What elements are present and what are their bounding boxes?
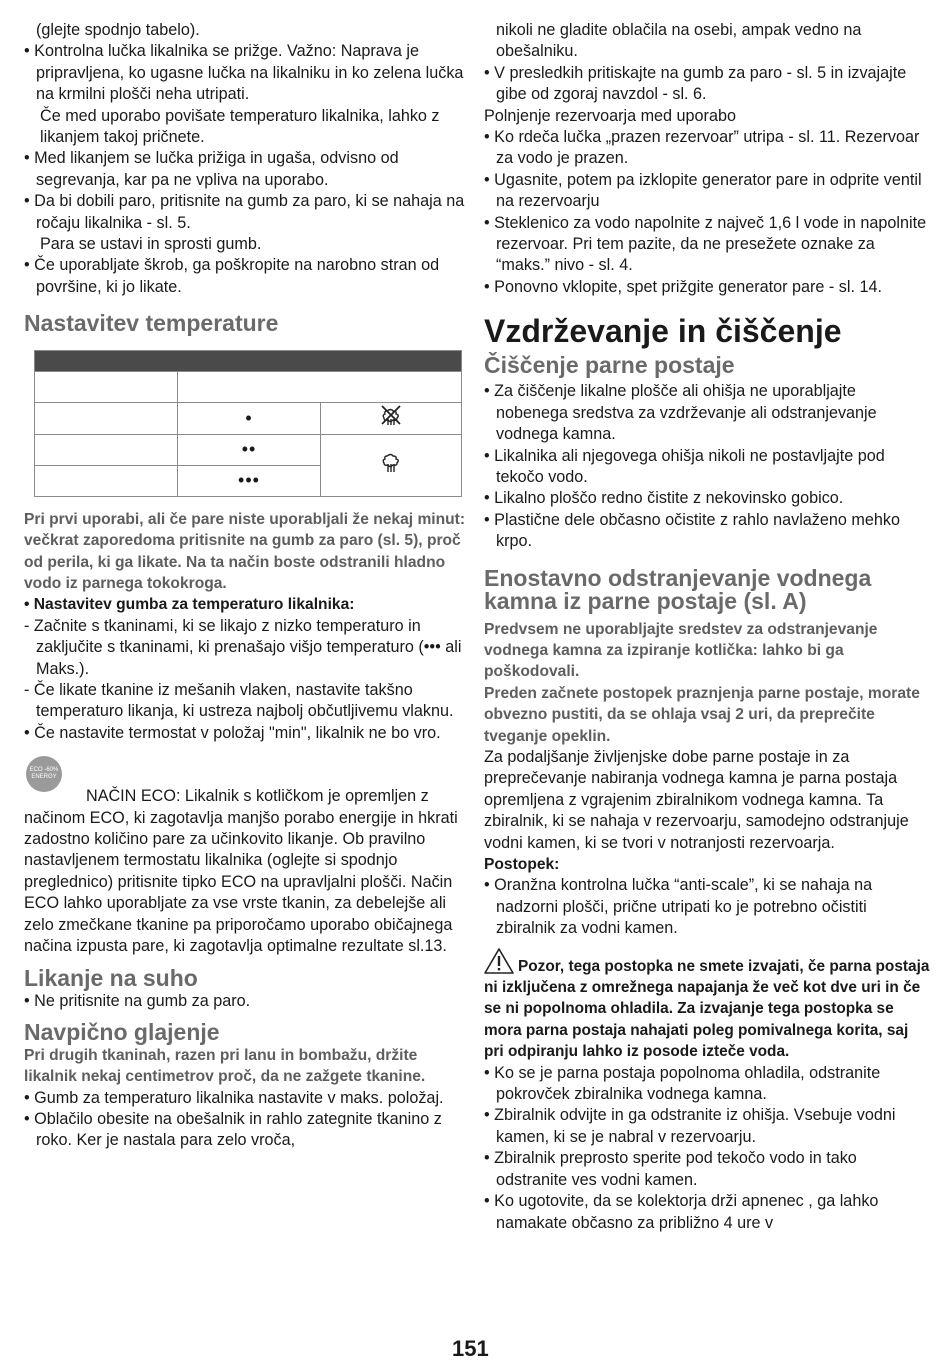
table-cell [35, 465, 178, 496]
bullet: • Zbiralnik preprosto sperite pod tekočo vodo in tako odstranite ves vodni kamen. [484, 1149, 857, 1189]
warning-icon [484, 948, 514, 974]
warning-text: Pozor, tega postopka ne smete izvajati, če parna postaja ni izključena z omrežnega napajanja že več kot dve uri in če se ni popolnoma ohladila. Za izvajanje tega postopka se mora parna postaja nahajati poleg pomivalnega korita, saj pri odpiranju lahko iz posode izteče voda. [484, 957, 930, 1061]
heading-vertical: Navpično glajenje [24, 1018, 220, 1045]
no-steam-icon [379, 403, 403, 427]
bullet: • Ko se je parna postaja popolnoma ohladila, odstranite pokrovček zbiralnika vodnega kamna. [484, 1063, 881, 1104]
heading-cleaning: Čiščenje parne postaje [484, 352, 735, 379]
bullet: • Oranžna kontrolna lučka “anti-scale”, ki se nahaja na nadzorni plošči, prične utripati ko je potrebno očistiti zbiralnik za vodni kamen. [484, 876, 873, 938]
bullet: • Plastične dele občasno očistite z rahlo navlaženo mehko krpo. [484, 510, 900, 551]
bold-note: Preden začnete postopek praznjenja parne postaje, morate obvezno pustiti, da se ohlaja vsaj 2 uri, da preprečite tveganje opeklin. [484, 684, 920, 745]
main-heading: Vzdrževanje in čiščenje [484, 313, 842, 350]
text: Za podaljšanje življenjske dobe parne postaje in za preprečevanje nabiranja vodnega kamna je parna postaja opremljena z vgrajenim zbiralnikom vodnega kamna. Ta zbiralnik, ki se nahaja v rezervoarju, samodejno odstranjuje vodni kamen, ki se tvori v notranjosti rezervoarja. [484, 747, 909, 852]
bullet: • Če nastavite termostat v položaj "min", likalnik ne bo vro. [24, 723, 441, 742]
temperature-table [34, 350, 462, 496]
bold-note: Pri drugih tkaninah, razen pri lanu in bombažu, držite likalnik nekaj centimetrov proč, da ne zažgete tkanine. [24, 1046, 426, 1086]
right-column [484, 20, 930, 1234]
heading-descaling: Enostavno odstranjevanje vodnega kamna iz parne postaje (sl. A) [484, 564, 872, 614]
dash-item: - Če likate tkanine iz mešanih vlaken, nastavite takšno temperaturo likanja, ki ustreza najbolj občutljivemu vlaknu. [24, 680, 454, 721]
heading-dry-ironing: Likanje na suho [24, 965, 198, 992]
bullet: • Steklenico za vodo napolnite z največ 1,6 l vode in napolnite rezervoar. Pri tem pazite, da ne presežete oznake za “maks.” nivo - sl. 4. [484, 213, 927, 275]
bold-note: Predvsem ne uporabljajte sredstev za odstranjevanje vodnega kamna za izpiranje kotlička: lahko bi ga poškodovali. [484, 620, 878, 681]
bold-note: Pri prvi uporabi, ali če pare niste uporabljali že nekaj minut: večkrat zaporedoma pritisnite na gumb za paro (sl. 5), proč od perila, ki ga likate. Na ta način boste odstranili hladno vodo iz parnega tokokroga. [24, 510, 466, 592]
eco-logo-icon: ECO -60% ENERGY [26, 756, 62, 792]
dots-three: ••• [178, 465, 321, 496]
bullet: • Ko rdeča lučka „prazen rezervoar” utripa - sl. 11. Rezervoar za vodo je prazen. [484, 128, 920, 168]
table-cell [321, 403, 462, 434]
bullet: • Zbiralnik odvijte in ga odstranite iz ohišja. Vsebuje vodni kamen, ki se je nabral v rezervoarju. [484, 1106, 896, 1146]
bullet: • Če uporabljate škrob, ga poškropite na narobno stran od površine, ki jo likate. [24, 256, 440, 296]
table-cell [35, 434, 178, 465]
bullet: • Ne pritisnite na gumb za paro. [24, 992, 251, 1011]
page-number: 151 [452, 1336, 489, 1361]
text: nikoli ne gladite oblačila na osebi, ampak vedno na obešalniku. [496, 21, 862, 61]
table-cell [35, 372, 178, 403]
subheading: • Nastavitev gumba za temperaturo likalnika: [24, 596, 355, 614]
bullet: • Oblačilo obesite na obešalnik in rahlo zategnite tkanino z roko. Ker je nastala para zelo vroča, [24, 1110, 442, 1150]
text: (glejte spodnjo tabelo). [36, 21, 200, 39]
subheading: Postopek: [484, 856, 560, 873]
table-cell [178, 372, 462, 403]
dots-one: • [178, 403, 321, 434]
bullet: • Med likanjem se lučka prižiga in ugaša, odvisno od segrevanja, kar pa ne vpliva na uporabo. [24, 149, 399, 189]
heading-temperature: Nastavitev temperature [24, 310, 279, 337]
bullet: • Ugasnite, potem pa izklopite generator pare in odprite ventil na rezervoarju [484, 170, 922, 211]
dash-item: - Začnite s tkaninami, ki se likajo z nizko temperaturo in zaključite s tkaninami, ki prenašajo višjo temperaturo (••• ali Maks.). [24, 616, 462, 678]
bullet: • Likalno ploščo redno čistite z nekovinsko gobico. [484, 489, 844, 508]
table-cell [321, 434, 462, 496]
table-cell [35, 403, 178, 434]
text: Para se ustavi in sprosti gumb. [40, 235, 262, 254]
warning-block [484, 956, 930, 1063]
eco-text: NAČIN ECO: Likalnik s kotličkom je opremljen z načinom ECO, ki zagotavlja manjšo porabo energije in hkrati zadostno količino pare za učinkovito likanje. Ob pravilno nastavljenem termostatu likalnika (oglejte si spodnjo preglednico) pritisnite tipko ECO na upravljalni plošči. Način ECO lahko uporabljate za vse vrste tkanin, za debelejše ali zelo zmečkane tkanine pa priporočamo uporabo običajnega načina izpusta pare, ki zagotavlja optimalne rezultate sl.13. [24, 787, 458, 955]
bullet: • Kontrolna lučka likalnika se prižge. Važno: Naprava je pripravljena, ko ugasne lučka na likalniku in ko zelena lučka na krmilni plošči neha utripati. [24, 42, 464, 104]
left-column [24, 20, 470, 1152]
bullet: • Ko ugotovite, da se kolektorja drži apnenec , ga lahko namakate občasno za približno 4 ure v [484, 1192, 879, 1232]
text: Če med uporabo povišate temperaturo likalnika, lahko z likanjem takoj pričnete. [40, 106, 440, 147]
bullet: • Da bi dobili paro, pritisnite na gumb za paro, ki se nahaja na ročaju likalnika - sl. 5. [24, 192, 465, 232]
table-header [35, 351, 462, 372]
eco-section [24, 756, 470, 957]
text: Polnjenje rezervoarja med uporabo [484, 106, 736, 125]
bullet: • Gumb za temperaturo likalnika nastavite v maks. položaj. [24, 1088, 444, 1107]
bullet: • Likalnika ali njegovega ohišja nikoli ne postavljajte pod tekočo vodo. [484, 446, 885, 486]
bullet: • Za čiščenje likalne plošče ali ohišja ne uporabljajte nobenega sredstva za vzdrževanje ali odstranjevanje vodnega kamna. [484, 382, 877, 444]
dots-two: •• [178, 434, 321, 465]
bullet: • Ponovno vklopite, spet prižgite generator pare - sl. 14. [484, 277, 882, 296]
steam-icon [379, 450, 403, 474]
bullet: • V presledkih pritiskajte na gumb za paro - sl. 5 in izvajajte gibe od zgoraj navzdol - sl. 6. [484, 63, 907, 104]
